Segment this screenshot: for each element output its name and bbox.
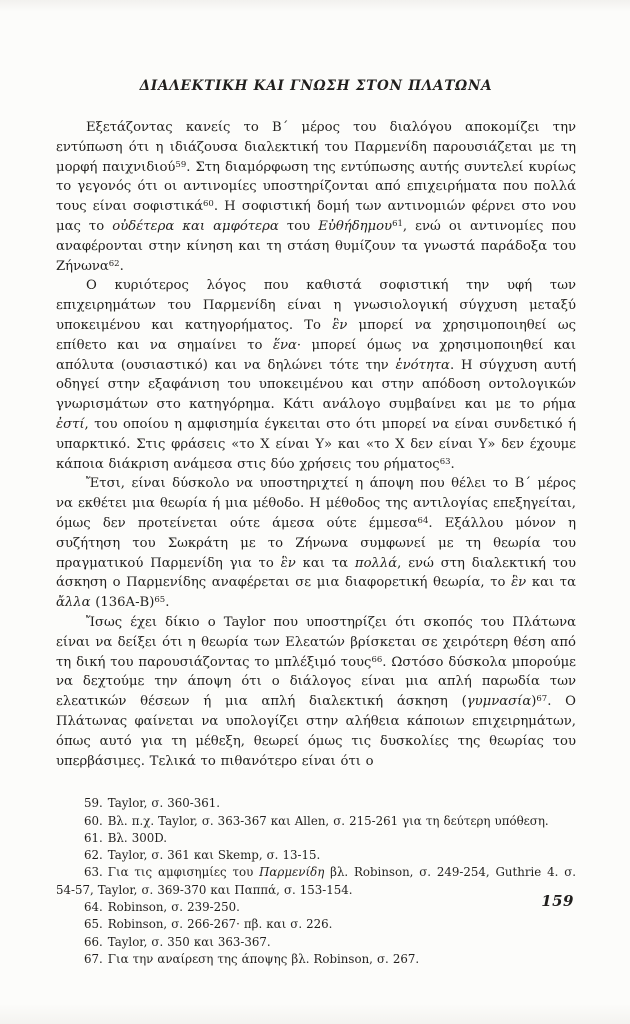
footnote-text: Taylor, σ. 361 και Skemp, σ. 13-15. bbox=[107, 848, 321, 863]
footnote-text: Βλ. 300D. bbox=[107, 830, 168, 845]
footnote-item bbox=[56, 813, 576, 830]
page-number: 159 bbox=[541, 892, 574, 910]
paragraph: Ἴσως έχει δίκιο ο Taylor που υποστηρίζει ότι σκοπός του Πλάτωνα είναι να δείξει ότι η θεωρία των Ελεατών βρίσκεται σε χειρότερη θέση από τη δική του παρουσιάζοντας το μπλέξιμό τους$^{66}$. Ωστόσο δύσκολα μπορούμε να δεχτούμε την άποψη ότι ο διάλογος είναι μια απλή παρωδία των ελεατικών θέσεων ή μια απλή διαλεκτική άσκηση $(\gamma\upsilon\mu\nu\alpha\sigma ί\alpha)^{67}$. Ο Πλάτωνας φαίνεται να υπολογίζει στην αλήθεια κάποιων επιχειρημάτων, όπως αυτό για τη μέθεξη, θεωρεί όμως τις δυσκολίες της θεωρίας του υπερβάσιμες. Τελικά το πιθανότερο είναι ότι ο bbox=[56, 614, 577, 769]
paragraph: Ἔτσι, είναι δύσκολο να υποστηριχτεί η άποψη που θέλει το Β´ μέρος να εκθέτει μια θεωρία ή μια μέθοδο. Η μέθοδος της αντιλογίας επεξηγείται, όμως δεν προτείνεται ούτε άμεσα ούτε έμμεσα$^{64}$. Εξάλλου μόνον η συζήτηση του Σωκράτη με το Ζήνωνα συμφωνεί με τη θεωρία του πραγματικού Παρμενίδη για το ἓν και τα πολλά, ενώ στη διαλεκτική του άσκηση ο Παρμενίδης αναφέρεται σε μια διαφορετική θεωρία, το ἓν και τα ἄλλα $(136A-B)^{65}$. bbox=[56, 476, 576, 611]
footnote-text: Για τις αμφισημίες του Παρμενίδη βλ. Robinson, σ. 249-254, Guthrie 4. σ. 54-57, Taylor, σ. 369-370 και Παππά, σ. 153-154. bbox=[56, 865, 576, 897]
footnote-text: Robinson, σ. 239-250. bbox=[107, 900, 240, 915]
footnote-item bbox=[56, 899, 576, 916]
footnote-number: 59. bbox=[84, 796, 103, 811]
footnote-number: 65. bbox=[84, 917, 103, 932]
footnote-text: Taylor, σ. 360-361. bbox=[107, 796, 221, 811]
footnote-number: 60. bbox=[84, 813, 103, 828]
footnotes-section bbox=[56, 795, 576, 968]
footnote-text: Robinson, σ. 266-267· πβ. και σ. 226. bbox=[107, 917, 333, 932]
footnote-text: Βλ. π.χ. Taylor, σ. 363-367 και Allen, σ. 215-261 για τη δεύτερη υπόθεση. bbox=[107, 813, 549, 828]
footnote-number: 62. bbox=[84, 848, 103, 863]
text-block bbox=[56, 78, 576, 968]
footnote-number: 63. bbox=[84, 865, 103, 880]
footnote-item bbox=[56, 830, 576, 847]
paragraph: Ο κυριότερος λόγος που καθιστά σοφιστική την υφή των επιχειρημάτων του Παρμενίδη είναι η γνωσιολογική σύγχυση μεταξύ υποκειμένου και κατηγορήματος. Το ἓν μπορεί να χρησιμοποιηθεί ως επίθετο και να σημαίνει το ἕνα· μπορεί όμως να χρησιμοποιηθεί και απόλυτα (ουσιαστικό) και να δηλώνει τότε την ἑνότητα. Η σύγχυση αυτή οδηγεί στην εξαφάνιση του υποκειμένου και στην απόδοση οντολογικών γνωρισμάτων στο κατηγόρημα. Κάτι ανάλογο συμβαίνει και με το ρήμα ἐστί, του οποίου η αμφισημία έγκειται στο ότι μπορεί να είναι συνδετικό ή υπαρκτικό. Στις φράσεις «το Χ είναι Υ» και «το Χ δεν είναι Υ» δεν έχουμε κάποια διάκριση ανάμεσα στις δύο χρήσεις του ρήματος$^{63}$. bbox=[56, 278, 576, 472]
footnote-item bbox=[56, 934, 576, 951]
footnote-text: Για την αναίρεση της άποψης βλ. Robinson, σ. 267. bbox=[107, 951, 420, 966]
body-text bbox=[56, 118, 576, 771]
paragraph: Εξετάζοντας κανείς το Β´ μέρος του διαλόγου αποκομίζει την εντύπωση ότι η ιδιάζουσα διαλεκτική του Παρμενίδη παρουσιάζεται με τη μορφή παιχνιδιού$^{59}$. Στη διαμόρφωση της εντύπωσης αυτής συντελεί κυρίως το γεγονός ότι οι αντινομίες υποστηρίζονται από επιχειρήματα που πολλά τους είναι σοφιστικά$^{60}$. Η σοφιστική δομή των αντινομιών φέρνει στο νου μας το οὐδέτερα και αμφότερα του Εὐθήδημου$^{61}$, ενώ οι αντινομίες που αναφέρονται στην κίνηση και τη στάση θυμίζουν τα γνωστά παράδοξα του Ζήνωνα$^{62}$. bbox=[56, 120, 577, 274]
footnote-item bbox=[56, 795, 576, 812]
footnote-number: 66. bbox=[84, 934, 103, 949]
footnote-number: 64. bbox=[84, 900, 103, 915]
running-head: ΔΙΑΛΕΚΤΙΚΗ ΚΑΙ ΓΝΩΣΗ ΣΤΟΝ ΠΛΑΤΩΝΑ bbox=[139, 78, 493, 94]
footnote-item bbox=[56, 864, 576, 899]
footnote-text: Taylor, σ. 350 και 363-367. bbox=[107, 934, 271, 949]
footnote-number: 67. bbox=[84, 951, 103, 966]
footnote-item bbox=[56, 847, 576, 864]
footnote-item bbox=[56, 951, 576, 968]
footnote-number: 61. bbox=[84, 830, 103, 845]
footnote-item bbox=[56, 916, 576, 933]
